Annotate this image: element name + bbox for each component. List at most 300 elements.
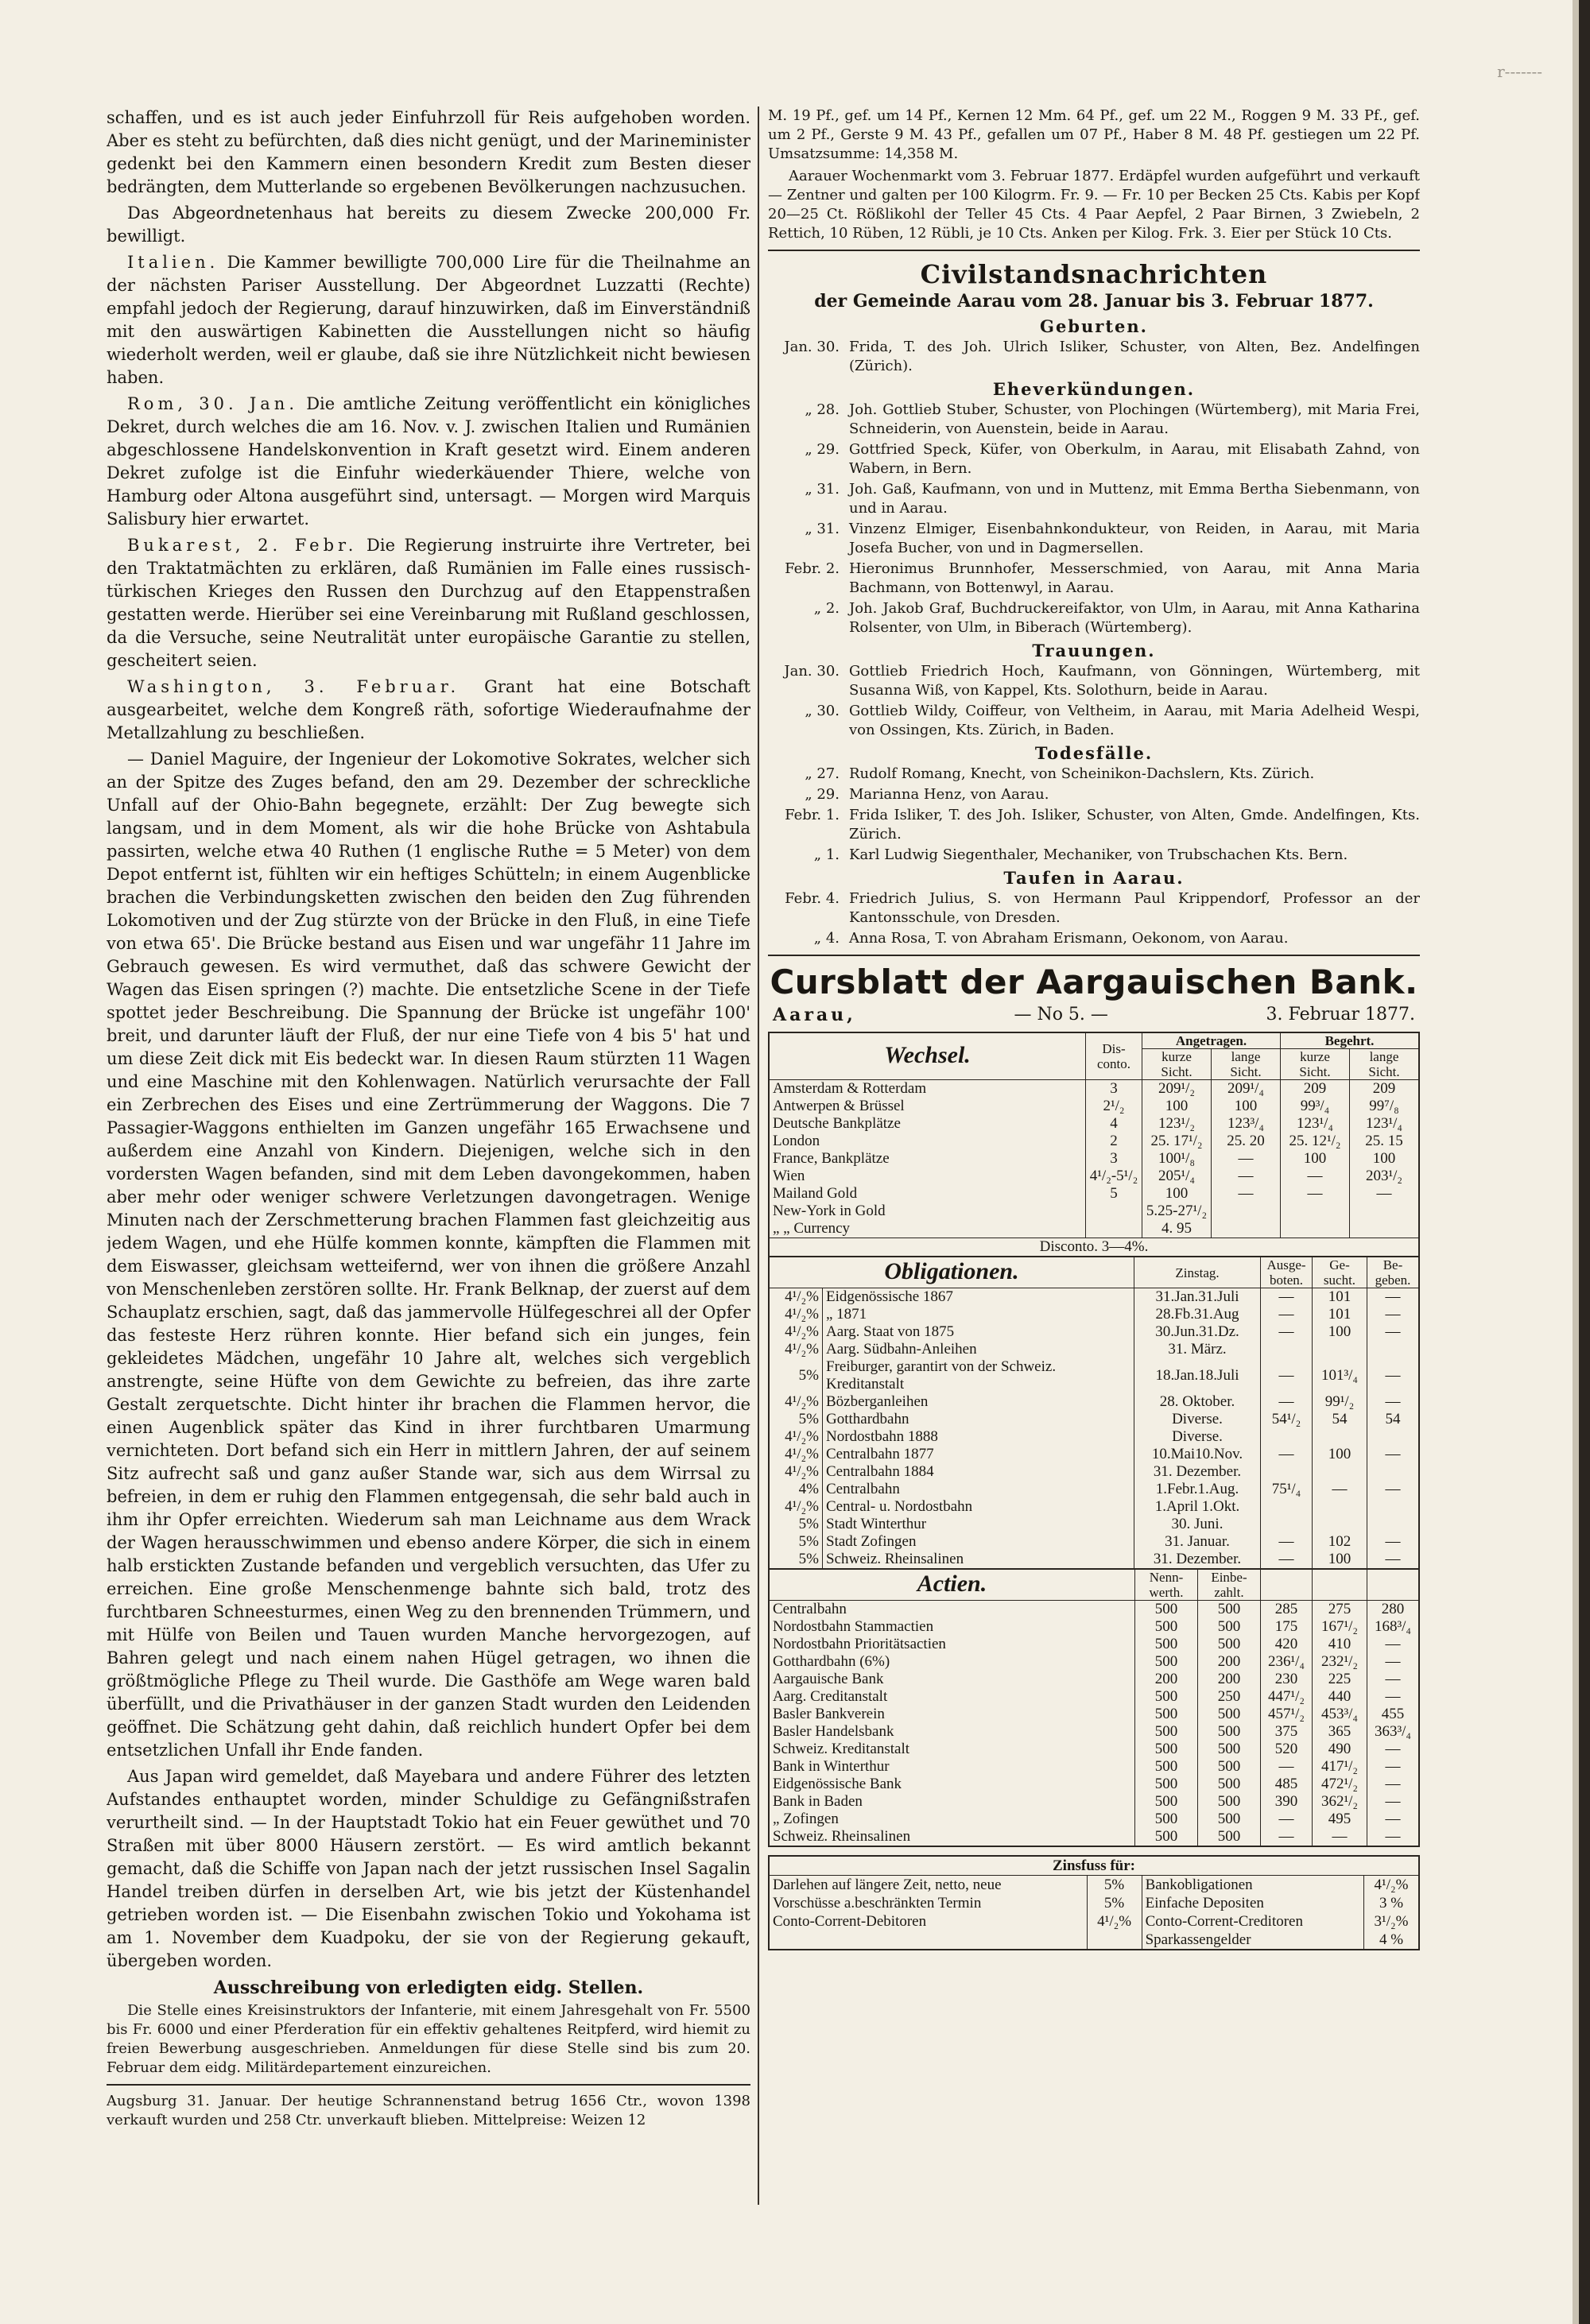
table-cell: — [1281, 1168, 1350, 1185]
table-cell [1313, 1428, 1367, 1446]
table-cell: — [1367, 1481, 1420, 1498]
table-cell: 209¹/₂ [1142, 1080, 1212, 1098]
table-cell: Nordostbahn 1888 [823, 1428, 1134, 1446]
table-cell [1261, 1516, 1313, 1533]
table-cell: 500 [1135, 1811, 1198, 1828]
paragraph-bukarest-text: Die Regierung instruirte ihre Vertreter, bei den Traktatmächten zu erklären, daß Rumänien im Falle eines russisch-türkischen Krieges den Russen den Durchzug auf den Etappenstraßen gestatten werde. Hierüber sei eine Vereinbarung mit Rußland geschlossen, da die Versuche, seine Neutralität unter europäische Garantie zu stellen, gescheitert seien. [107, 536, 750, 670]
table-cell [1367, 1498, 1420, 1516]
divider [768, 955, 1420, 956]
col-begehrt: Begehrt. [1281, 1032, 1420, 1049]
paragraph-rom-text: Die amtliche Zeitung veröffentlicht ein königliches Dekret, durch welches die am 16. Nov. v. J. zwischen Italien und Rumänien abgeschlossene Handelskonvention in Kraft gesetzt wird. Einem anderen Dekret zufolge ist die Einfuhr wiederkäuender Thiere, welche von Hamburg oder Altona ausgeführt sind, untersagt. — Morgen wird Marquis Salisbury hier erwartet. [107, 394, 750, 529]
table-cell: 2 [1086, 1133, 1142, 1150]
col-kurz-a: kurze Sicht. [1142, 1049, 1212, 1080]
table-cell: 5% [798, 1411, 819, 1427]
table-cell: 99⁷/₈ [1350, 1098, 1420, 1115]
table-cell: Antwerpen & Brüssel [773, 1098, 905, 1114]
civilstand-title: Civilstandsnachrichten [920, 259, 1268, 289]
table-cell: — [1367, 1636, 1420, 1653]
table-row [769, 1498, 1419, 1516]
table-row [769, 1601, 1419, 1619]
col-nennwerth: Nenn-werth. [1135, 1570, 1198, 1601]
entry-text: Karl Ludwig Siegenthaler, Mechaniker, von Trubschachen Kts. Bern. [849, 846, 1348, 863]
table-row [769, 1653, 1419, 1671]
registry-entry [768, 401, 1420, 439]
table-cell: — [1367, 1758, 1420, 1776]
paragraph-reis: schaffen, und es ist auch jeder Einfuhrzoll für Reis aufgehoben worden. Aber es steht zu befürchten, daß dies nicht genügt, und der Marineminister gedenkt bei den Kammern einen besondern Kredit zum Besten dieser bedrängten, dem Mutterlande so ergebenen Bevölkerungen nachzusuchen. [107, 108, 750, 196]
table-cell: 232¹/₂ [1313, 1653, 1367, 1671]
table-cell [1367, 1516, 1420, 1533]
table-cell: 5.25-27¹/₂ [1142, 1203, 1212, 1220]
zinsfuss-rows [769, 1876, 1419, 1950]
paragraph-abgeordnetenhaus: Das Abgeordnetenhaus hat bereits zu diesem Zwecke 200,000 Fr. bewilligt. [107, 203, 750, 246]
registry-entry [768, 440, 1420, 478]
table-row [769, 1618, 1419, 1636]
dateline-italien: Italien. [127, 253, 219, 272]
table-cell: 205¹/₄ [1142, 1168, 1212, 1185]
table-cell: 4¹/₂% [785, 1341, 819, 1358]
table-cell: 100 [1350, 1150, 1420, 1168]
table-cell: — [1367, 1688, 1420, 1706]
table-cell: 500 [1135, 1741, 1198, 1758]
zinsfuss-title: Zinsfuss für: [769, 1856, 1419, 1876]
table-cell: 31.Jan.31.Juli [1134, 1288, 1261, 1307]
registry-entry [768, 480, 1420, 518]
table-cell: 500 [1135, 1758, 1198, 1776]
col-gesucht [1313, 1570, 1367, 1601]
actien-table [768, 1570, 1420, 1847]
table-cell: 490 [1313, 1741, 1367, 1758]
table-cell: 200 [1198, 1653, 1261, 1671]
table-cell [1350, 1203, 1420, 1220]
table-row [769, 1758, 1419, 1776]
table-cell: 500 [1198, 1793, 1261, 1811]
table-cell: — [1367, 1741, 1420, 1758]
dateline-washington: Washington, 3. Februar. [127, 677, 460, 696]
table-cell: 275 [1313, 1601, 1367, 1619]
table-cell: 236¹/₄ [1261, 1653, 1313, 1671]
table-cell: 4 [1086, 1115, 1142, 1133]
table-cell [1281, 1220, 1350, 1238]
table-cell [1367, 1341, 1420, 1358]
table-cell: 495 [1313, 1811, 1367, 1828]
registry-entry [768, 520, 1420, 558]
table-cell: 4¹/₂% [785, 1463, 819, 1480]
table-row [769, 1341, 1419, 1358]
table-cell: 500 [1198, 1601, 1261, 1619]
col-lang-a: lange Sicht. [1212, 1049, 1281, 1080]
actien-title: Actien. [769, 1570, 1135, 1601]
table-cell: Aarg. Creditanstalt [773, 1688, 888, 1705]
table-row [769, 1828, 1419, 1846]
actien-rows [769, 1601, 1419, 1847]
col-gesucht: Ge-sucht. [1313, 1257, 1367, 1288]
col-disconto: Dis-conto. [1086, 1032, 1142, 1080]
col-angetragen: Angetragen. [1142, 1032, 1281, 1049]
wechsel-title: Wechsel. [769, 1032, 1086, 1080]
table-cell: Basler Handelsbank [773, 1723, 894, 1740]
table-cell: 500 [1198, 1636, 1261, 1653]
table-cell [1087, 1931, 1142, 1950]
table-cell: — [1367, 1776, 1420, 1793]
table-cell: 123¹/₂ [1142, 1115, 1212, 1133]
table-cell: Centralbahn [773, 1601, 847, 1617]
table-cell: 18.Jan.18.Juli [1134, 1358, 1261, 1393]
market-text: M. 19 Pf., gef. um 14 Pf., Kernen 12 Mm. 64 Pf., gef. um 22 M., Roggen 9 M. 33 Pf., gef. um 2 Pf., Gerste 9 M. 43 Pf., gefallen um 07 Pf., Haber 8 M. 48 Pf. gestiegen um 22 Pf. Umsatzsumme: 14,358 M. [768, 107, 1420, 162]
table-cell: Centralbahn 1877 [823, 1446, 1134, 1463]
table-row [769, 1533, 1419, 1551]
table-cell: 5% [798, 1551, 819, 1567]
registry-entry [768, 929, 1420, 948]
table-cell: — [1212, 1168, 1281, 1185]
registry-entry [768, 785, 1420, 804]
entry-date: „ 29. [805, 441, 840, 458]
table-row [769, 1811, 1419, 1828]
table-cell: 520 [1261, 1741, 1313, 1758]
table-cell: — [1367, 1811, 1420, 1828]
table-cell: — [1350, 1185, 1420, 1203]
table-cell: 30. Juni. [1134, 1516, 1261, 1533]
table-cell: Darlehen auf längere Zeit, netto, neue [773, 1877, 1002, 1893]
table-row [769, 1358, 1419, 1393]
registry-entry [768, 806, 1420, 844]
table-cell: Central- u. Nordostbahn [823, 1498, 1134, 1516]
table-cell: 500 [1135, 1618, 1198, 1636]
table-cell [1261, 1428, 1313, 1446]
entry-date: „ 31. [805, 521, 840, 537]
registry-entry [768, 846, 1420, 865]
table-row [769, 1706, 1419, 1723]
entry-date: Febr. 4. [785, 890, 840, 907]
table-cell: 485 [1261, 1776, 1313, 1793]
left-column [107, 107, 750, 2268]
table-cell: 209 [1281, 1080, 1350, 1098]
table-cell: 4 % [1364, 1931, 1420, 1950]
bank-dateline [773, 1005, 1415, 1025]
table-cell: 5% [798, 1516, 819, 1532]
table-row [769, 1481, 1419, 1498]
table-cell: — [1261, 1446, 1313, 1463]
disconto-line: Disconto. 3—4%. [769, 1238, 1419, 1257]
table-cell: 3¹/₂% [1364, 1912, 1420, 1931]
table-cell [1281, 1203, 1350, 1220]
table-cell: 500 [1135, 1793, 1198, 1811]
obligationen-title: Obligationen. [769, 1257, 1134, 1288]
entry-text: Anna Rosa, T. von Abraham Erismann, Oekonom, von Aarau. [849, 930, 1289, 947]
table-cell: Basler Bankverein [773, 1706, 885, 1722]
table-cell: 500 [1198, 1811, 1261, 1828]
table-cell: 168³/₄ [1367, 1618, 1420, 1636]
trauungen-heading: Trauungen. [1032, 641, 1156, 660]
table-cell: 175 [1261, 1618, 1313, 1636]
table-cell: 4¹/₂-5¹/₂ [1086, 1168, 1142, 1185]
col-zinstag: Zinstag. [1134, 1257, 1261, 1288]
table-cell: 5% [1087, 1894, 1142, 1912]
table-cell: 25. 12¹/₂ [1281, 1133, 1350, 1150]
table-cell [1086, 1203, 1142, 1220]
entry-date: „ 4. [813, 930, 840, 947]
table-cell: New-York in Gold [773, 1203, 886, 1219]
table-cell: 100¹/₈ [1142, 1150, 1212, 1168]
entry-text: Joh. Gaß, Kaufmann, von und in Muttenz, mit Emma Bertha Siebenmann, von und in Aarau. [849, 481, 1420, 517]
entry-date: Febr. 2. [785, 560, 840, 577]
col-ausgeboten: Ausge-boten. [1261, 1257, 1313, 1288]
entry-date: „ 27. [805, 765, 840, 782]
table-cell: 28. Oktober. [1134, 1393, 1261, 1411]
table-cell: 453³/₄ [1313, 1706, 1367, 1723]
table-cell: 54¹/₂ [1261, 1411, 1313, 1428]
table-cell: Bank in Winterthur [773, 1758, 890, 1775]
paragraph-washington-text: Grant hat eine Botschaft ausgearbeitet, welche dem Kongreß räth, sofortige Wiederaufnahme der Metallzahlung zu beschließen. [107, 677, 750, 742]
table-row [769, 1894, 1419, 1912]
registry-entry [768, 889, 1420, 928]
table-cell: 102 [1313, 1533, 1367, 1551]
entry-date: Febr. 1. [785, 807, 840, 823]
table-cell: 5% [798, 1533, 819, 1550]
table-row [769, 1306, 1419, 1323]
dateline-bukarest: Bukarest, 2. Febr. [127, 536, 358, 555]
table-cell: 410 [1313, 1636, 1367, 1653]
registry-entry [768, 338, 1420, 376]
table-cell: — [1367, 1393, 1420, 1411]
table-cell: — [1367, 1533, 1420, 1551]
taufen-heading: Taufen in Aarau. [1003, 868, 1185, 888]
paragraph-japan-text: wird gemeldet, daß Mayebara und andere Führer des letzten Aufstandes enthauptet worden, minder Schuldige zu Gefängnißstrafen verurtheilt sind. — In der Hauptstadt Tokio hat ein Feuer gewüthet und 70 Straßen mit über 8000 Häusern zerstört. — Es wird amtlich bekannt gemacht, daß die Schiffe von Japan nach der jetzt russischen Insel Sagalin Handel treiben dürfen in derselben Art, wie bis jetzt der Küstenhandel getrieben worden ist. — Die Eisenbahn zwischen Tokio und Yokohama ist am 1. November dem Kuadpoku, der sie von der Regierung gekauft, übergeben worden. [107, 1767, 750, 1970]
table-cell: — [1261, 1533, 1313, 1551]
table-cell: 25. 15 [1350, 1133, 1420, 1150]
table-cell: — [1367, 1828, 1420, 1846]
table-cell: 100 [1281, 1150, 1350, 1168]
page-binding-edge [1579, 0, 1590, 2324]
table-cell [1086, 1220, 1142, 1238]
col-einbezahlt: Einbe-zahlt. [1198, 1570, 1261, 1601]
table-cell: 230 [1261, 1671, 1313, 1688]
table-cell: 390 [1261, 1793, 1313, 1811]
table-cell: 500 [1198, 1723, 1261, 1741]
table-cell: 500 [1198, 1706, 1261, 1723]
table-row [769, 1203, 1419, 1220]
table-cell: — [1261, 1358, 1313, 1393]
table-cell: 4¹/₂% [785, 1393, 819, 1410]
entry-text: Gottlieb Wildy, Coiffeur, von Veltheim, in Aarau, mit Maria Adelheid Wespi, von Ossingen, Kts. Zürich, in Baden. [849, 703, 1420, 738]
table-cell: 200 [1198, 1671, 1261, 1688]
entry-date: „ 30. [805, 703, 840, 719]
entry-date: „ 31. [805, 481, 840, 498]
paragraph-rom [107, 393, 750, 531]
table-cell: 5% [1087, 1876, 1142, 1895]
dateline-rom: Rom, 30. Jan. [127, 394, 298, 413]
wechsel-rows [769, 1080, 1419, 1238]
table-cell: 209¹/₄ [1212, 1080, 1281, 1098]
table-cell: Aarg. Südbahn-Anleihen [823, 1341, 1134, 1358]
table-cell: 500 [1198, 1776, 1261, 1793]
table-row [769, 1876, 1419, 1895]
table-cell: — [1281, 1185, 1350, 1203]
table-cell: 457¹/₂ [1261, 1706, 1313, 1723]
table-cell: 3 [1086, 1150, 1142, 1168]
entry-text: Friedrich Julius, S. von Hermann Paul Krippendorf, Professor an der Kantonsschule, von Dresden. [849, 890, 1420, 926]
divider [107, 2084, 750, 2086]
table-cell: 280 [1367, 1601, 1420, 1619]
table-cell: 500 [1135, 1828, 1198, 1846]
geburten-list [768, 338, 1420, 376]
table-cell [1367, 1428, 1420, 1446]
table-cell: 2¹/₂ [1086, 1098, 1142, 1115]
table-cell: Schweiz. Rheinsalinen [823, 1551, 1134, 1569]
table-cell: Stadt Zofingen [823, 1533, 1134, 1551]
bank-title: Cursblatt der Aargauischen Bank. [770, 963, 1418, 1001]
table-cell: 500 [1135, 1688, 1198, 1706]
table-row [769, 1551, 1419, 1569]
zinsfuss-table [768, 1855, 1420, 1950]
table-cell: Centralbahn [823, 1481, 1134, 1498]
entry-text: Hieronimus Brunnhofer, Messerschmied, von Aarau, mit Anna Maria Bachmann, von Bottenwyl, in Aarau. [849, 560, 1420, 596]
table-cell: 100 [1313, 1323, 1367, 1341]
table-cell: — [1261, 1288, 1313, 1307]
table-cell: 5% [798, 1367, 819, 1384]
table-cell: 455 [1367, 1706, 1420, 1723]
trauungen-list [768, 662, 1420, 740]
table-row [769, 1115, 1419, 1133]
table-cell: 167¹/₂ [1313, 1618, 1367, 1636]
paragraph-washington [107, 676, 750, 745]
table-cell: 100 [1142, 1098, 1212, 1115]
table-cell: 101³/₄ [1313, 1358, 1367, 1393]
table-cell: 4¹/₂% [785, 1498, 819, 1515]
table-cell: — [1313, 1828, 1367, 1846]
table-cell: — [1367, 1671, 1420, 1688]
table-cell: Freiburger, garantirt von der Schweiz. Kreditanstalt [823, 1358, 1134, 1393]
table-cell: 31. Januar. [1134, 1533, 1261, 1551]
table-cell [1313, 1516, 1367, 1533]
table-cell: 4¹/₂% [785, 1288, 819, 1305]
table-row [769, 1393, 1419, 1411]
col-ausgeboten [1261, 1570, 1313, 1601]
paragraph-japan [107, 1765, 750, 1973]
entry-text: Joh. Jakob Graf, Buchdruckereifaktor, von Ulm, in Aarau, mit Anna Katharina Rolsenter, von Ulm, in Biberach (Würtemberg). [849, 600, 1420, 636]
table-cell: Nordostbahn Prioritätsactien [773, 1636, 946, 1652]
table-cell: Mailand Gold [773, 1185, 858, 1202]
table-cell: 10.Mai10.Nov. [1134, 1446, 1261, 1463]
table-cell: 375 [1261, 1723, 1313, 1741]
table-cell: — [1367, 1446, 1420, 1463]
table-row [769, 1671, 1419, 1688]
taufen-list [768, 889, 1420, 948]
table-cell: Vorschüsse a.beschränkten Termin [773, 1895, 982, 1911]
table-row [769, 1168, 1419, 1185]
table-row [769, 1776, 1419, 1793]
table-cell: 440 [1313, 1688, 1367, 1706]
table-cell: 4¹/₂% [785, 1323, 819, 1340]
table-cell: Bankobligationen [1142, 1876, 1363, 1895]
table-row [769, 1636, 1419, 1653]
table-cell: — [1261, 1393, 1313, 1411]
divider [768, 250, 1420, 251]
table-cell: 4. 95 [1142, 1220, 1212, 1238]
table-cell [1313, 1498, 1367, 1516]
table-cell: 100 [1212, 1098, 1281, 1115]
table-cell: 500 [1198, 1828, 1261, 1846]
table-cell: — [1367, 1323, 1420, 1341]
page-mark: r------- [1497, 62, 1542, 81]
table-cell: Aarg. Staat von 1875 [823, 1323, 1134, 1341]
table-cell: — [1313, 1481, 1367, 1498]
table-cell: Centralbahn 1884 [823, 1463, 1134, 1481]
entry-text: Vinzenz Elmiger, Eisenbahnkondukteur, von Reiden, in Aarau, mit Maria Josefa Bucher, von und in Dagmersellen. [849, 521, 1420, 556]
table-cell: — [1261, 1306, 1313, 1323]
table-cell: 203¹/₂ [1350, 1168, 1420, 1185]
obligationen-table [768, 1257, 1420, 1570]
table-cell: 363³/₄ [1367, 1723, 1420, 1741]
entry-date: „ 1. [813, 846, 840, 863]
table-cell: 75¹/₄ [1261, 1481, 1313, 1498]
table-row [769, 1793, 1419, 1811]
table-cell: 1.Febr.1.Aug. [1134, 1481, 1261, 1498]
table-row [769, 1220, 1419, 1238]
table-cell: Gotthardbahn (6%) [773, 1653, 890, 1670]
table-cell: 101 [1313, 1306, 1367, 1323]
table-cell: — [1261, 1551, 1313, 1569]
table-cell: 362¹/₂ [1313, 1793, 1367, 1811]
table-cell: 31. März. [1134, 1341, 1261, 1358]
entry-text: Gottfried Speck, Küfer, von Oberkulm, in Aarau, mit Elisabath Zahnd, von Wabern, in Bern. [849, 441, 1420, 477]
ehe-list [768, 401, 1420, 637]
table-cell: Stadt Winterthur [823, 1516, 1134, 1533]
col-kurz-b: kurze Sicht. [1281, 1049, 1350, 1080]
col-lang-b: lange Sicht. [1350, 1049, 1420, 1080]
table-cell: — [1367, 1653, 1420, 1671]
table-cell: Diverse. [1134, 1411, 1261, 1428]
table-cell: 4¹/₂% [785, 1306, 819, 1323]
table-cell: 285 [1261, 1601, 1313, 1619]
table-row [769, 1185, 1419, 1203]
table-cell: 31. Dezember. [1134, 1551, 1261, 1569]
table-cell [1212, 1220, 1281, 1238]
table-cell: 447¹/₂ [1261, 1688, 1313, 1706]
bank-number: — No 5. — [1014, 1005, 1108, 1024]
entry-text: Frida, T. des Joh. Ulrich Isliker, Schuster, von Alten, Bez. Andelfingen (Zürich). [849, 339, 1420, 374]
table-cell: 4¹/₂% [1087, 1912, 1142, 1931]
table-cell: 250 [1198, 1688, 1261, 1706]
table-cell: 123³/₄ [1212, 1115, 1281, 1133]
table-cell: 500 [1198, 1758, 1261, 1776]
table-cell: Conto-Corrent-Debitoren [773, 1913, 927, 1930]
entry-date: „ 28. [805, 401, 840, 418]
col-begeben: Be-geben. [1367, 1257, 1420, 1288]
table-row [769, 1912, 1419, 1931]
table-cell: 365 [1313, 1723, 1367, 1741]
table-cell: 54 [1367, 1411, 1420, 1428]
table-cell: 225 [1313, 1671, 1367, 1688]
table-cell: 472¹/₂ [1313, 1776, 1367, 1793]
table-cell: — [1261, 1758, 1313, 1776]
table-cell: „ 1871 [823, 1306, 1134, 1323]
table-cell: — [1367, 1551, 1420, 1569]
paragraph-italien-text: Die Kammer bewilligte 700,000 Lire für die Theilnahme an der nächsten Pariser Ausstellung. Der Abgeordnet Luzzatti (Rechte) empfahl jedoch der Regierung, darauf hinzuwirken, daß im Einverständniß mit den auswärtigen Kabinetten die Ausstellungen nicht so häufig wiederholt werden, weil er glaube, daß sie ihre Nützlichkeit nicht bewiesen haben. [107, 253, 750, 387]
table-cell: 500 [1135, 1723, 1198, 1741]
paragraph-bukarest [107, 534, 750, 672]
table-cell: 4¹/₂% [785, 1446, 819, 1462]
table-row [769, 1080, 1419, 1098]
table-row [769, 1288, 1419, 1307]
wechsel-table [768, 1032, 1420, 1257]
paragraph-italien [107, 251, 750, 389]
todesfaelle-list [768, 765, 1420, 865]
table-cell: Aargauische Bank [773, 1671, 884, 1687]
table-cell: 4¹/₂% [1364, 1876, 1420, 1895]
table-cell: 500 [1135, 1776, 1198, 1793]
table-cell: — [1367, 1288, 1420, 1307]
table-cell: Gotthardbahn [823, 1411, 1134, 1428]
